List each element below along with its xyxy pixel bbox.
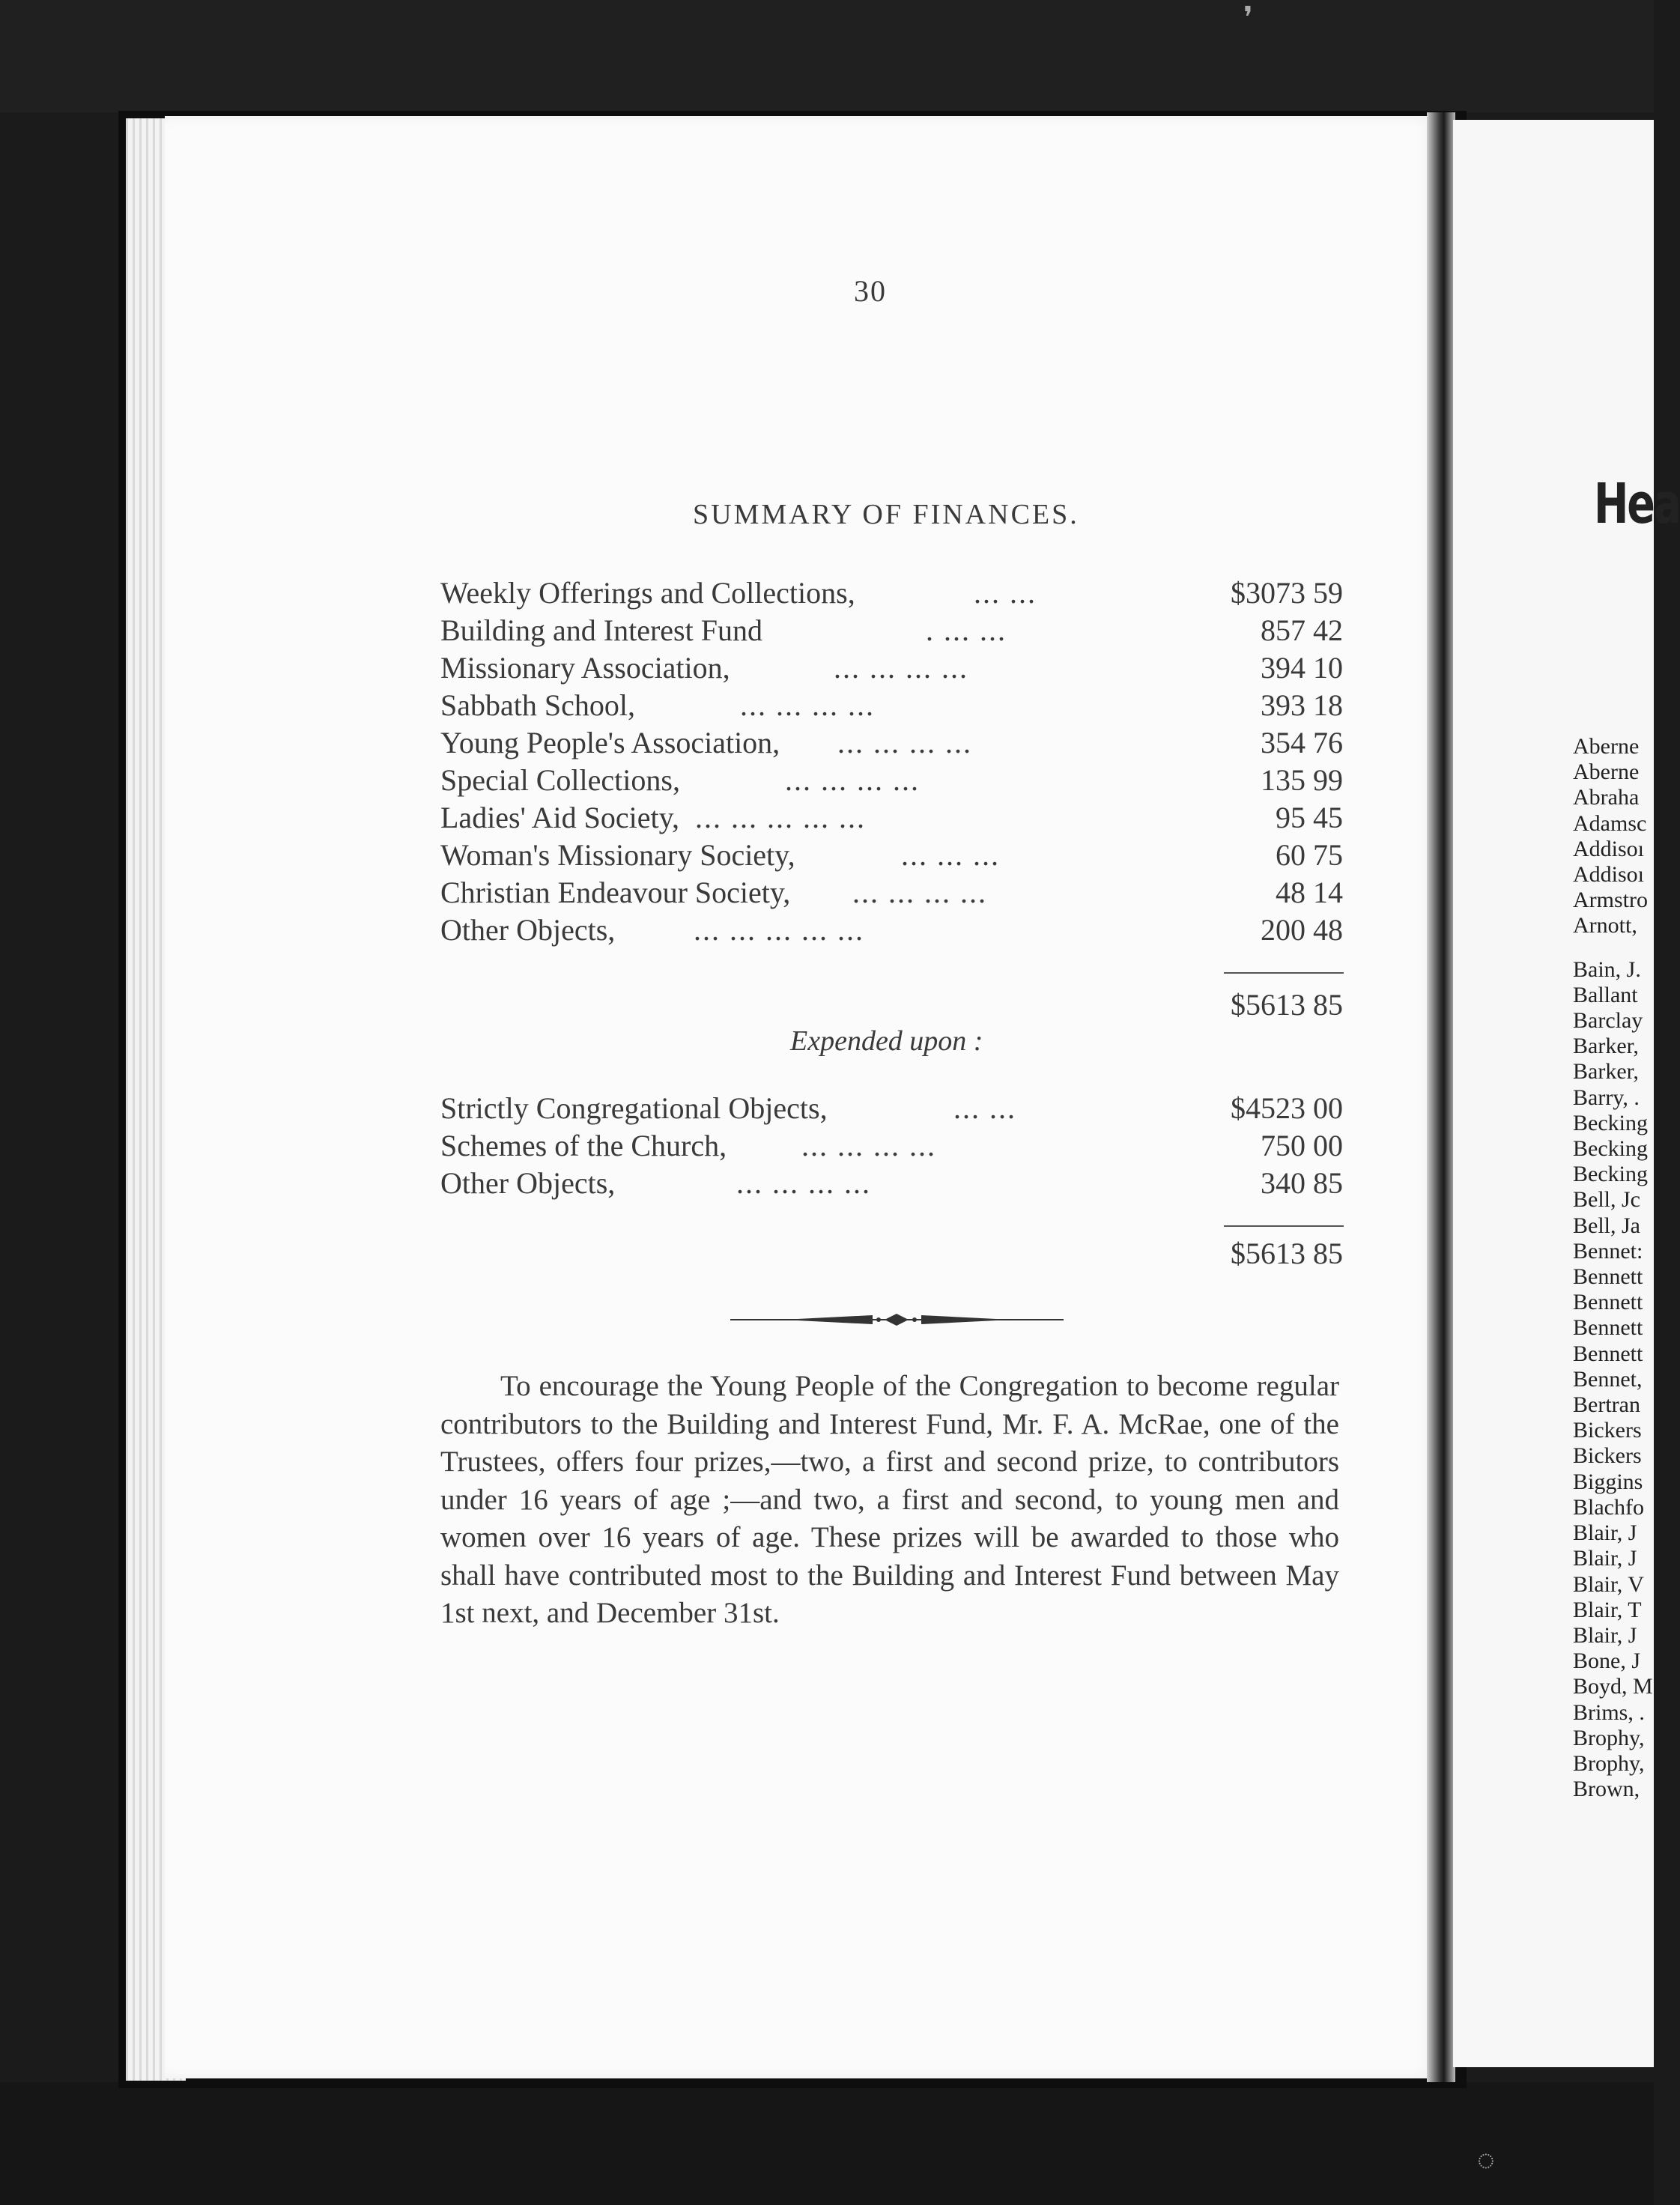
name-list-item: Bennet: bbox=[1573, 1238, 1643, 1264]
name-list-item: Abraha bbox=[1573, 785, 1640, 810]
name-list-item: Blachfo bbox=[1573, 1494, 1644, 1520]
name-list-item: Blair, V bbox=[1573, 1571, 1644, 1597]
name-list-item: Bennett bbox=[1573, 1315, 1643, 1341]
name-list-item: Becking bbox=[1573, 1110, 1648, 1135]
prize-announcement: To encourage the Young People of the Congregation to become regular contributors to the Building and Interest Fund, Mr. F. A. McRae, one of the Trustees, offers four prizes,—two, a first and second prize, to contributors under 16 years of age ;—and two, a first and second, to young men and women over 16 years of age. These prizes will be awarded to those who shall have contributed most to the Building and Interest Fund between May 1st next, and December 31st. bbox=[440, 1370, 1339, 1629]
scan-artifact: ◌ bbox=[1477, 2143, 1495, 2177]
name-list-item: Aberne bbox=[1573, 734, 1640, 759]
name-list-item: Blair, J bbox=[1573, 1546, 1637, 1571]
name-list-item: Brophy, bbox=[1573, 1725, 1645, 1750]
name-list-item: Bennett bbox=[1573, 1290, 1643, 1315]
name-list-item: Becking bbox=[1573, 1136, 1648, 1162]
name-list-item: Addisoı bbox=[1573, 836, 1645, 861]
total-rule bbox=[1224, 972, 1344, 974]
income-row: Other Objects, ... ... ... ... ... 200 48 bbox=[440, 913, 1343, 947]
scanner-background-top bbox=[0, 0, 1654, 112]
name-list-item: Bell, Ja bbox=[1573, 1213, 1640, 1238]
expenditure-total: $5613 85 bbox=[1231, 1237, 1343, 1270]
name-list-item: Arnott, bbox=[1573, 913, 1637, 938]
expenditure-row: Strictly Congregational Objects, ... ... $4523 00 bbox=[440, 1091, 1343, 1125]
list-gap bbox=[1573, 939, 1654, 957]
name-list-item: Bennett bbox=[1573, 1341, 1643, 1366]
income-row: Weekly Offerings and Collections, ... ... $3073 59 bbox=[440, 576, 1343, 610]
expenditure-row: Other Objects, ... ... ... ... 340 85 bbox=[440, 1166, 1343, 1200]
name-list-item: Bain, J. bbox=[1573, 956, 1641, 982]
name-list-item: Biggins bbox=[1573, 1469, 1643, 1494]
name-list-item: Bell, Jc bbox=[1573, 1187, 1640, 1213]
name-list-item: Bickers bbox=[1573, 1418, 1642, 1443]
name-list-item: Barry, . bbox=[1573, 1085, 1640, 1110]
name-list-item: Blair, J bbox=[1573, 1520, 1637, 1546]
total-rule bbox=[1224, 1225, 1344, 1227]
expenditure-table bbox=[440, 1091, 1354, 1203]
name-list-item: Adamsc bbox=[1573, 810, 1647, 836]
income-row: Young People's Association, ... ... ... ... 354 76 bbox=[440, 726, 1343, 759]
income-row: Ladies' Aid Society, ... ... ... ... ... 95 45 bbox=[440, 801, 1343, 834]
right-page-heading: Hea bbox=[1594, 472, 1680, 536]
income-row: Special Collections, ... ... ... ... 135 99 bbox=[440, 763, 1343, 797]
name-list-item: Ballant bbox=[1573, 982, 1638, 1007]
name-list-item: Boyd, M bbox=[1573, 1674, 1653, 1699]
income-total: $5613 85 bbox=[1231, 988, 1343, 1022]
name-list-item: Bone, J bbox=[1573, 1649, 1640, 1674]
scanner-background-bottom bbox=[0, 2082, 1654, 2205]
income-table bbox=[440, 575, 1354, 950]
name-list-item: Becking bbox=[1573, 1162, 1648, 1187]
scan-artifact: ❜ bbox=[1243, 1, 1253, 34]
name-list-item: Brown, bbox=[1573, 1777, 1640, 1802]
name-list-item: Armstro bbox=[1573, 888, 1648, 913]
name-list-item: Bennet, bbox=[1573, 1366, 1643, 1392]
income-row: Building and Interest Fund . ... ... 857 42 bbox=[440, 613, 1343, 647]
name-list-item: Bennett bbox=[1573, 1264, 1643, 1290]
name-list-item: Addisoı bbox=[1573, 862, 1645, 888]
income-row: Woman's Missionary Society, ... ... ... 60 75 bbox=[440, 838, 1343, 872]
page-number: 30 bbox=[854, 274, 887, 308]
income-row: Christian Endeavour Society, ... ... ... ... 48 14 bbox=[440, 876, 1343, 909]
name-list-item: Barker, bbox=[1573, 1034, 1639, 1059]
name-list-item: Blair, T bbox=[1573, 1597, 1642, 1622]
expended-heading: Expended upon : bbox=[790, 1025, 983, 1057]
name-list-item: Blair, J bbox=[1573, 1622, 1637, 1648]
name-list-item: Barclay bbox=[1573, 1008, 1643, 1034]
name-list-item: Brims, . bbox=[1573, 1699, 1645, 1725]
book-gutter bbox=[1427, 112, 1455, 2082]
income-row: Missionary Association, ... ... ... ... 394 10 bbox=[440, 651, 1343, 685]
name-list-item: Barker, bbox=[1573, 1059, 1639, 1085]
expenditure-row: Schemes of the Church, ... ... ... ... 750 00 bbox=[440, 1129, 1343, 1162]
name-list-item: Bertran bbox=[1573, 1392, 1640, 1418]
right-page-name-list bbox=[1573, 734, 1654, 1802]
name-list-item: Brophy, bbox=[1573, 1750, 1645, 1776]
income-row: Sabbath School, ... ... ... ... 393 18 bbox=[440, 688, 1343, 722]
section-title: SUMMARY OF FINANCES. bbox=[693, 499, 1079, 530]
name-list-item: Bickers bbox=[1573, 1443, 1642, 1469]
ornamental-divider bbox=[730, 1306, 1064, 1333]
name-list-item: Aberne bbox=[1573, 759, 1640, 785]
